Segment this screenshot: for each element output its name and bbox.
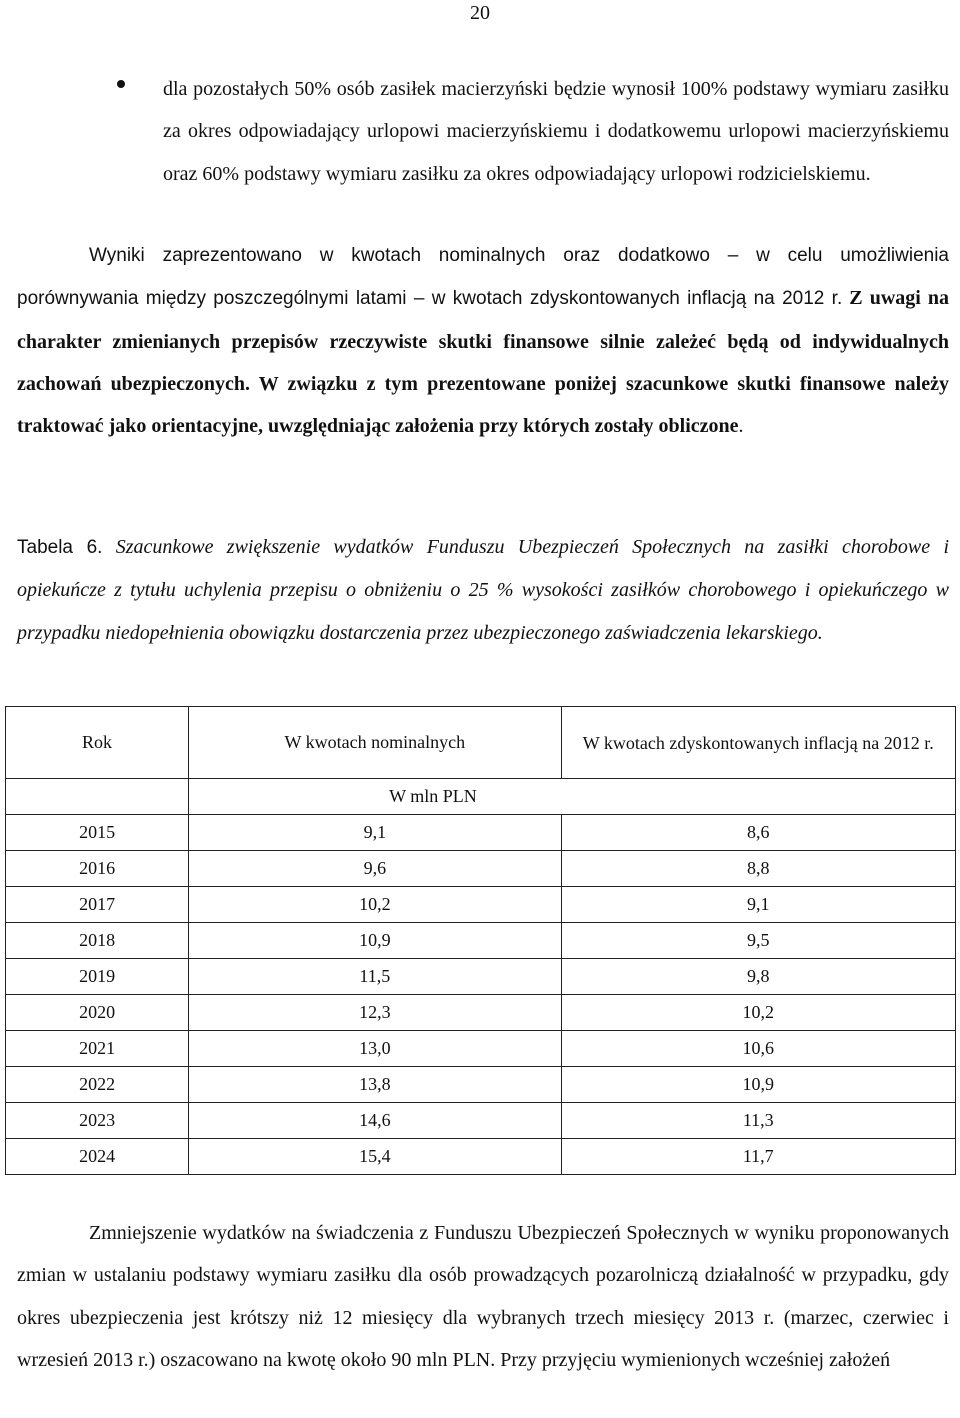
discounted-cell: 8,8 [561,851,955,887]
year-cell: 2018 [6,923,189,959]
table-row [6,1139,956,1175]
nominal-cell: 13,8 [189,1067,561,1103]
table-row [6,1031,956,1067]
year-cell: 2020 [6,995,189,1031]
table-row [6,815,956,851]
discounted-cell: 8,6 [561,815,955,851]
table-unit-row [6,779,956,815]
nominal-cell: 13,0 [189,1031,561,1067]
intro-paragraph [17,234,949,447]
table-row [6,851,956,887]
table-row [6,1103,956,1139]
discounted-cell: 10,9 [561,1067,955,1103]
year-cell: 2019 [6,959,189,995]
closing-paragraph: Zmniejszenie wydatków na świadczenia z Funduszu Ubezpieczeń Społecznych w wyniku proponowanych zmian w ustalaniu podstawy wymiaru zasiłku dla osób prowadzących pozarolniczą działalność w przypadku, gdy okres ubezpieczenia jest krótszy niż 12 miesięcy dla wybranych trzech miesięcy 2013 r. (marzec, czerwiec i wrzesień 2013 r.) oszacowano na kwotę około 90 mln PLN. Przy przyjęciu wymienionych wcześniej założeń [17,1222,949,1371]
discounted-cell: 9,1 [561,887,955,923]
table-row [6,1067,956,1103]
data-table [5,706,956,1175]
header-nominal: W kwotach nominalnych [189,707,561,779]
year-cell: 2023 [6,1103,189,1139]
nominal-cell: 15,4 [189,1139,561,1175]
nominal-cell: 14,6 [189,1103,561,1139]
table-body [6,815,956,1175]
discounted-cell: 9,5 [561,923,955,959]
table-row [6,995,956,1031]
nominal-cell: 10,2 [189,887,561,923]
unit-label: W mln PLN [389,786,477,806]
nominal-cell: 9,1 [189,815,561,851]
unit-cell [189,779,956,815]
year-cell: 2017 [6,887,189,923]
page-number: 20 [470,2,490,24]
intro-paragraph-part2: Z uwagi na charakter zmienianych przepisów rzeczywiste skutki finansowe silnie zależeć będą od indywidualnych zachowań ubezpieczonych. W związku z tym prezentowane poniżej szacunkowe skutki finansowe należy traktować jako orientacyjne, uwzględniając założenia przy których zostały obliczone [17,287,949,438]
discounted-cell: 11,3 [561,1103,955,1139]
nominal-cell: 12,3 [189,995,561,1031]
year-cell: 2015 [6,815,189,851]
discounted-cell: 9,8 [561,959,955,995]
nominal-cell: 10,9 [189,923,561,959]
unit-row-spacer [6,779,189,815]
year-cell: 2022 [6,1067,189,1103]
header-discounted: W kwotach zdyskontowanych inflacją na 2012 r. [561,707,955,779]
bullet-dot-icon [117,80,125,88]
header-year: Rok [6,707,189,779]
table-caption [17,526,949,654]
discounted-cell: 10,6 [561,1031,955,1067]
discounted-cell: 11,7 [561,1139,955,1175]
table-header-row [6,707,956,779]
year-cell: 2016 [6,851,189,887]
nominal-cell: 9,6 [189,851,561,887]
year-cell: 2021 [6,1031,189,1067]
table-row [6,923,956,959]
table-row [6,959,956,995]
intro-paragraph-part3: . [738,415,744,438]
year-cell: 2024 [6,1139,189,1175]
bullet-text: dla pozostałych 50% osób zasiłek macierzyński będzie wynosił 100% podstawy wymiaru zasiłku za okres odpowiadający urlopowi macierzyńskiemu i dodatkowemu urlopowi macierzyńskiemu oraz 60% podstawy wymiaru zasiłku za okres odpowiadający urlopowi rodzicielskiemu. [163,78,949,185]
table-caption-title: Szacunkowe zwiększenie wydatków Funduszu Ubezpieczeń Społecznych na zasiłki chorobowe i opiekuńcze z tytułu uchylenia przepisu o obniżeniu o 25 % wysokości zasiłków chorobowego i opiekuńczego w przypadku niedopełnienia obowiązku dostarczenia przez ubezpieczonego zaświadczenia lekarskiego. [17,536,949,644]
nominal-cell: 11,5 [189,959,561,995]
discounted-cell: 10,2 [561,995,955,1031]
table-caption-label: Tabela 6. [17,537,103,558]
intro-paragraph-part1: Wyniki zaprezentowano w kwotach nominalnych oraz dodatkowo – w celu umożliwienia porównywania między poszczególnymi latami – w kwotach zdyskontowanych inflacją na 2012 r. [17,245,949,310]
table-row [6,887,956,923]
